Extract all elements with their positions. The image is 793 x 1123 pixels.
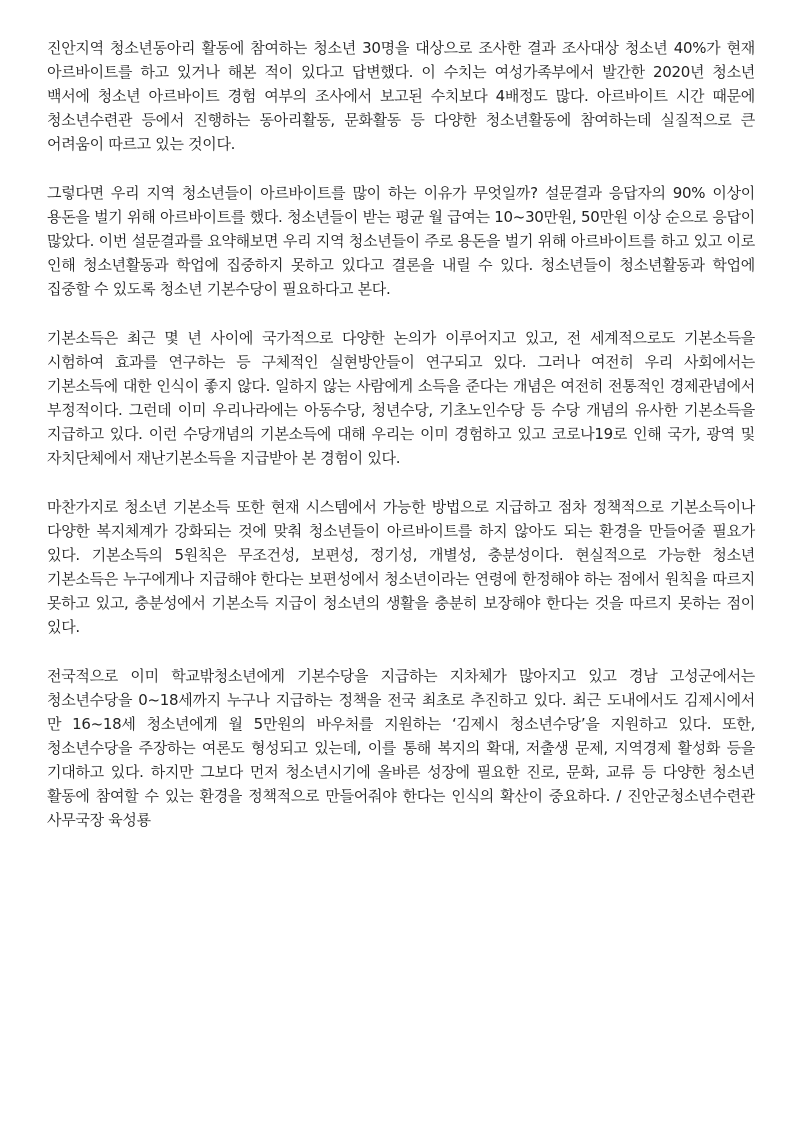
- paragraph-2: 그렇다면 우리 지역 청소년들이 아르바이트를 많이 하는 이유가 무엇일까? 설문결과 응답자의 90% 이상이 용돈을 벌기 위해 아르바이트를 했다. 청소년들이 받는 평균 월 급여는 10~30만원, 50만원 이상 순으로 응답이 많았다. 이번 설문결과를 요약해보면 우리 지역 청소년들이 주로 용돈을 벌기 위해 아르바이트를 하고 있고 이로 인해 청소년활동과 학업에 집중하지 못하고 있다고 결론을 내릴 수 있다. 청소년들이 청소년활동과 학업에 집중할 수 있도록 청소년 기본수당이 필요하다고 본다.: [47, 184, 755, 298]
- paragraph-1: 진안지역 청소년동아리 활동에 참여하는 청소년 30명을 대상으로 조사한 결과 조사대상 청소년 40%가 현재 아르바이트를 하고 있거나 해본 적이 있다고 답변했다. 이 수치는 여성가족부에서 발간한 2020년 청소년 백서에 청소년 아르바이트 경험 여부의 조사에서 보고된 수치보다 4배정도 많다. 아르바이트 시간 때문에 청소년수련관 등에서 진행하는 동아리활동, 문화활동 등 다양한 청소년활동에 참여하는데 실질적으로 큰 어려움이 따르고 있는 것이다.: [47, 39, 755, 153]
- paragraph-5: 전국적으로 이미 학교밖청소년에게 기본수당을 지급하는 지차체가 많아지고 있고 경남 고성군에서는 청소년수당을 0~18세까지 누구나 지급하는 정책을 전국 최초로 추진하고 있다. 최근 도내에서도 김제시에서 만 16~18세 청소년에게 월 5만원의 바우처를 지원하는 ‘김제시 청소년수당’을 지원하고 있다. 또한, 청소년수당을 주장하는 여론도 형성되고 있는데, 이를 통해 복지의 확대, 저출생 문제, 지역경제 활성화 등을 기대하고 있다. 하지만 그보다 먼저 청소년시기에 올바른 성장에 필요한 진로, 문화, 교류 등 다양한 청소년 활동에 참여할 수 있는 환경을 정책적으로 만들어줘야 한다는 인식의 확산이 중요하다. / 진안군청소년수련관 사무국장 육성룡: [47, 667, 755, 829]
- article-body: [47, 36, 755, 857]
- paragraph-3: 기본소득은 최근 몇 년 사이에 국가적으로 다양한 논의가 이루어지고 있고, 전 세계적으로도 기본소득을 시험하여 효과를 연구하는 등 구체적인 실현방안들이 연구되고 있다. 그러나 여전히 우리 사회에서는 기본소득에 대한 인식이 좋지 않다. 일하지 않는 사람에게 소득을 준다는 개념은 여전히 전통적인 경제관념에서 부정적이다. 그런데 이미 우리나라에는 아동수당, 청년수당, 기초노인수당 등 수당 개념의 유사한 기본소득을 지급하고 있다. 이런 수당개념의 기본소득에 대해 우리는 이미 경험하고 있고 코로나19로 인해 국가, 광역 및 자치단체에서 재난기본소득을 지급받아 본 경험이 있다.: [47, 329, 755, 467]
- paragraph-4: 마찬가지로 청소년 기본소득 또한 현재 시스템에서 가능한 방법으로 지급하고 점차 정책적으로 기본소득이나 다양한 복지체계가 강화되는 것에 맞춰 청소년들이 아르바이트를 하지 않아도 되는 환경을 만들어줄 필요가 있다. 기본소득의 5원칙은 무조건성, 보편성, 정기성, 개별성, 충분성이다. 현실적으로 가능한 청소년 기본소득은 누구에게나 지급해야 한다는 보편성에서 청소년이라는 연령에 한정해야 하는 점에서 원칙을 따르지 못하고 있고, 충분성에서 기본소득 지급이 청소년의 생활을 충분히 보장해야 한다는 것을 따르지 못하는 점이 있다.: [47, 498, 755, 636]
